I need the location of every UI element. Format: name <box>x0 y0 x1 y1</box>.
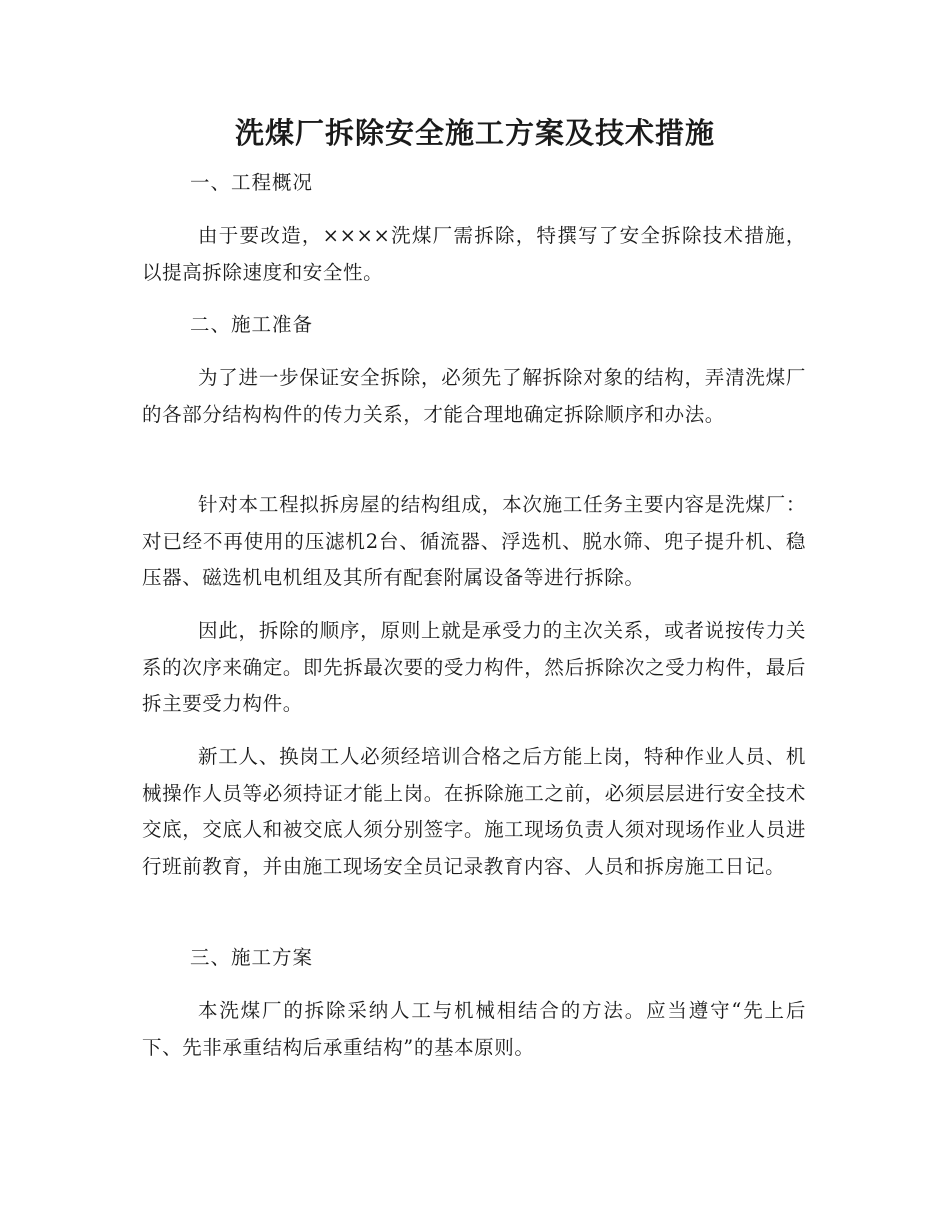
paragraph-plan: 本洗煤厂的拆除采纳人工与机械相结合的方法。应当遵守“先上后下、先非承重结构后承重结构”的基本原则。 <box>142 999 806 1059</box>
paragraph-overview: 由于要改造，××××洗煤厂需拆除，特撰写了安全拆除技术措施，以提高拆除速度和安全性。 <box>142 224 806 284</box>
paragraph-preparation-2: 针对本工程拟拆房屋的结构组成，本次施工任务主要内容是洗煤厂：对已经不再使用的压滤机2台、循流器、浮选机、脱水筛、兜子提升机、稳压器、磁选机电机组及其所有配套附属设备等进行拆除。 <box>142 493 806 589</box>
paragraph-preparation-1: 为了进一步保证安全拆除，必须先了解拆除对象的结构，弄清洗煤厂的各部分结构构件的传力关系，才能合理地确定拆除顺序和办法。 <box>142 366 806 426</box>
document-title: 洗煤厂拆除安全施工方案及技术措施 <box>234 116 715 150</box>
paragraph-preparation-3: 因此，拆除的顺序，原则上就是承受力的主次关系，或者说按传力关系的次序来确定。即先拆最次要的受力构件，然后拆除次之受力构件，最后拆主要受力构件。 <box>142 619 806 715</box>
section-heading-overview: 一、工程概况 <box>190 171 314 194</box>
section-heading-preparation: 二、施工准备 <box>190 313 314 336</box>
section-heading-plan: 三、施工方案 <box>190 946 314 969</box>
paragraph-preparation-4: 新工人、换岗工人必须经培训合格之后方能上岗，特种作业人员、机械操作人员等必须持证才能上岗。在拆除施工之前，必须层层进行安全技术交底，交底人和被交底人须分别签字。施工现场负责人须对现场作业人员进行班前教育，并由施工现场安全员记录教育内容、人员和拆房施工日记。 <box>142 745 806 878</box>
